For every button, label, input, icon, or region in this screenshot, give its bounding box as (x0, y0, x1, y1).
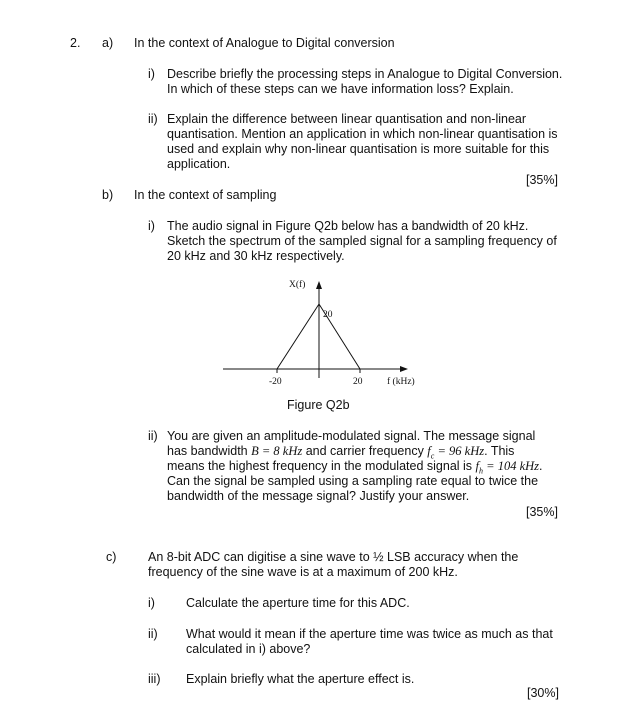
part-c-ii-line-1: What would it mean if the aperture time was twice as much as that (186, 627, 553, 641)
highest-freq-symbol: f (475, 459, 480, 473)
part-c-intro-line-2: frequency of the sine wave is at a maximum of 200 kHz. (148, 565, 458, 579)
part-a-i-line-2: In which of these steps can we have information loss? Explain. (167, 82, 514, 96)
part-c-iii-number: iii) (148, 672, 161, 686)
part-a-ii-line-2: quantisation. Mention an application in which non-linear quantisation is (167, 127, 558, 141)
part-c-iii-text: Explain briefly what the aperture effect is. (186, 672, 415, 686)
x-axis-arrow (400, 366, 408, 372)
part-b-ii-line-1: You are given an amplitude-modulated signal. The message signal (167, 429, 536, 443)
part-b-ii-line-4: Can the signal be sampled using a sampling rate equal to twice the (167, 474, 539, 488)
part-c-intro-line-1: An 8-bit ADC can digitise a sine wave to ½ LSB accuracy when the (148, 550, 519, 564)
part-a-label: a) (102, 36, 114, 50)
part-b-i-line-3: 20 kHz and 30 kHz respectively. (167, 249, 345, 263)
part-b-i-line-2: Sketch the spectrum of the sampled signal for a sampling frequency of (167, 234, 557, 248)
part-a-heading: In the context of Analogue to Digital conversion (134, 36, 395, 50)
part-b-i-line-1: The audio signal in Figure Q2b below has a bandwidth of 20 kHz. (167, 219, 529, 233)
y-axis-arrow (316, 281, 322, 289)
part-b-ii-line-2: has bandwidth B = 8 kHz and carrier frequency $f_c = 96$ kHz. This (167, 444, 515, 461)
x-axis-label: f (kHz) (387, 377, 415, 387)
part-b-label: b) (102, 188, 114, 202)
part-c-label: c) (106, 550, 117, 564)
part-a-ii-line-3: used and explain why non-linear quantisation is more suitable for this (167, 142, 550, 156)
question-number: 2. (70, 36, 81, 50)
part-a-ii-line-1: Explain the difference between linear quantisation and non-linear (167, 112, 527, 126)
part-a-i-line-1: Describe briefly the processing steps in Analogue to Digital Conversion. (167, 67, 563, 81)
part-a-ii-number: ii) (148, 112, 158, 126)
highest-freq-value: = 104 kHz (483, 459, 540, 473)
figure-caption: Figure Q2b (287, 398, 350, 412)
bandwidth-expression: B = 8 kHz (251, 444, 303, 458)
figure-q2b-spectrum (215, 272, 430, 392)
part-a-marks: [35%] (526, 173, 558, 187)
carrier-symbol: f (427, 444, 431, 458)
part-c-i-text: Calculate the aperture time for this ADC. (186, 596, 410, 610)
part-c-ii-number: ii) (148, 627, 158, 641)
y-axis-label: X(f) (289, 280, 306, 290)
part-c-i-number: i) (148, 596, 155, 610)
part-a-ii-line-4: application. (167, 157, 231, 171)
part-b-i-number: i) (148, 219, 155, 233)
part-a-i-number: i) (148, 67, 155, 81)
part-b-ii-line-3: means the highest frequency in the modulated signal is $f_h = 104$ kHz. (167, 459, 543, 476)
tick-label-pos: 20 (353, 377, 363, 387)
part-b-heading: In the context of sampling (134, 188, 277, 202)
tick-label-neg: -20 (269, 377, 282, 387)
part-b-marks: [35%] (526, 505, 558, 519)
part-b-ii-line-5: bandwidth of the message signal? Justify your answer. (167, 489, 470, 503)
peak-label: 20 (323, 310, 333, 320)
part-b-ii-number: ii) (148, 429, 158, 443)
carrier-value: = 96 kHz (434, 444, 485, 458)
part-c-marks: [30%] (527, 686, 559, 700)
part-c-ii-line-2: calculated in i) above? (186, 642, 311, 656)
